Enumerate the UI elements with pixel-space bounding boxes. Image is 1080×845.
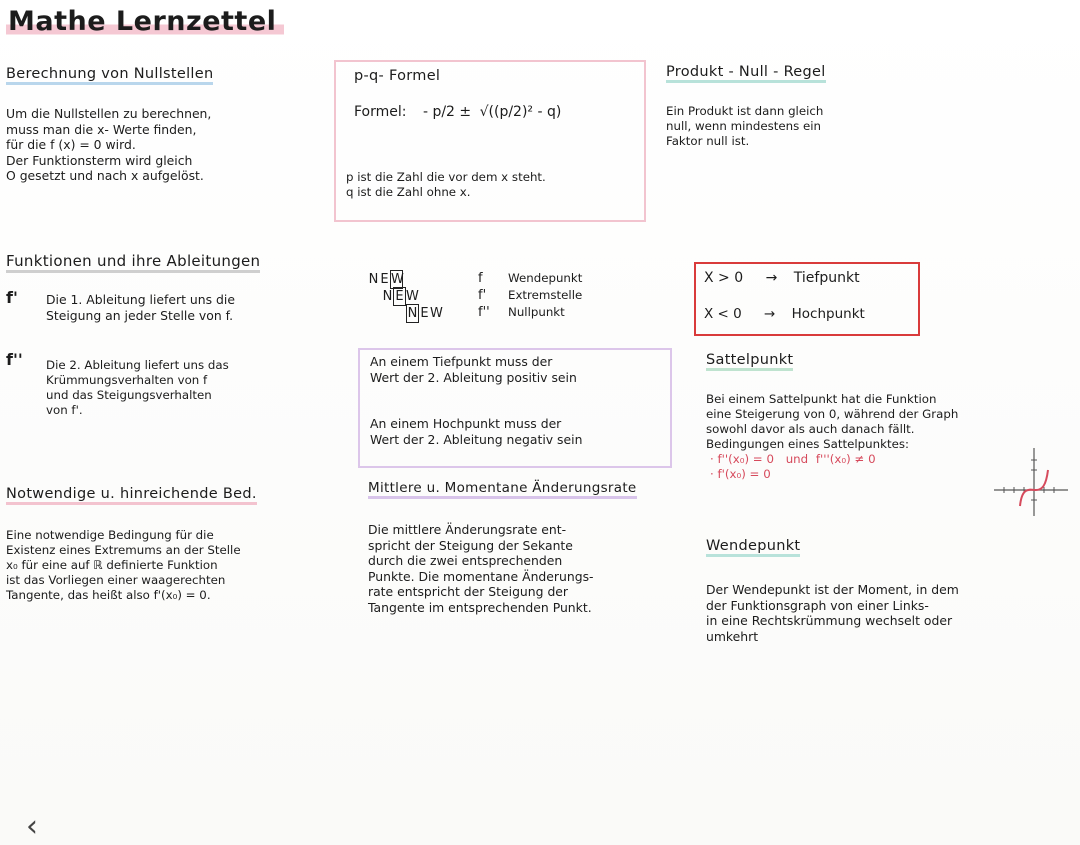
text-line: und das Steigungsverhalten xyxy=(46,388,212,402)
nullstellen-heading: Berechnung von Nullstellen xyxy=(6,66,213,85)
formula-root: √((p/2)² - q) xyxy=(479,104,562,120)
text-line: durch die zwei entsprechenden xyxy=(368,553,563,568)
wendepunkt-text xyxy=(706,582,959,644)
text-line: Bei einem Sattelpunkt hat die Funktion xyxy=(706,392,937,406)
extrema-condition: X < 0 xyxy=(704,306,742,322)
text-line: Steigung an jeder Stelle von f. xyxy=(46,307,234,323)
text-line: Um die Nullstellen zu berechnen, xyxy=(6,106,212,121)
new-fn: f'' xyxy=(478,305,490,320)
condition-part: f'''(x₀) ≠ 0 xyxy=(815,452,876,466)
sattelpunkt-heading: Sattelpunkt xyxy=(706,352,793,371)
produkt-heading: Produkt - Null - Regel xyxy=(666,64,826,83)
new-label: Nullpunkt xyxy=(508,305,565,319)
text-line: null, wenn mindestens ein xyxy=(666,119,822,133)
back-arrow-icon[interactable]: ‹ xyxy=(26,809,38,844)
new-row xyxy=(368,270,583,287)
text-line: Ein Produkt ist dann gleich xyxy=(666,104,824,118)
condition-join: und xyxy=(785,452,809,466)
aenderungsrate-heading: Mittlere u. Momentane Änderungsrate xyxy=(368,480,637,499)
text-line: der Funktionsgraph von einer Links- xyxy=(706,597,929,613)
page-title: Mathe Lernzettel xyxy=(6,6,284,37)
extrema-row xyxy=(704,306,865,322)
extrema-result: Tiefpunkt xyxy=(793,270,860,286)
new-letter: W xyxy=(430,306,443,321)
first-derivative-text xyxy=(46,292,235,323)
nullstellen-text xyxy=(6,106,211,184)
second-derivative-symbol: f'' xyxy=(6,350,23,369)
new-letter: E xyxy=(420,306,429,321)
new-letter: N xyxy=(382,289,393,304)
extrema-condition: X > 0 xyxy=(704,270,744,286)
new-letter: E xyxy=(380,272,389,287)
text-line: in eine Rechtskrümmung wechselt oder xyxy=(706,613,953,628)
formula-label: Formel: xyxy=(354,104,407,120)
text-line: umkehrt xyxy=(706,628,759,644)
new-schema xyxy=(368,270,583,321)
text-line: x₀ für eine auf ℝ definierte Funktion xyxy=(6,558,218,572)
aenderungsrate-text xyxy=(368,522,594,615)
text-line: Tangente im entsprechenden Punkt. xyxy=(368,599,592,615)
ableitungen-heading: Funktionen und ihre Ableitungen xyxy=(6,252,260,273)
text-line: Die mittlere Änderungsrate ent- xyxy=(368,522,567,537)
formula-prefix: - p/2 ± xyxy=(422,104,472,120)
new-letter-boxed: E xyxy=(393,287,406,306)
text-line: sowohl davor als auch danach fällt. xyxy=(706,422,915,436)
text-line: Existenz eines Extremums an der Stelle xyxy=(6,543,241,557)
pq-notes xyxy=(346,170,546,200)
wendepunkt-heading: Wendepunkt xyxy=(706,538,800,557)
text-line: spricht der Steigung der Sekante xyxy=(368,537,573,553)
produkt-text xyxy=(666,104,823,149)
extrema-row xyxy=(704,270,860,286)
text-line: Eine notwendige Bedingung für die xyxy=(6,528,214,542)
text-line: von f'. xyxy=(46,403,83,417)
text-line: Die 1. Ableitung liefert uns die xyxy=(46,292,235,307)
pq-formula-box xyxy=(334,60,646,222)
text-line: muss man die x- Werte finden, xyxy=(6,121,197,137)
text-line: Krümmungsverhalten von f xyxy=(46,373,208,387)
condition-part: f'(x₀) = 0 xyxy=(717,467,771,481)
new-row xyxy=(368,304,565,321)
text-line: Tangente, das heißt also f'(x₀) = 0. xyxy=(6,588,211,602)
saddle-graph-icon xyxy=(990,446,1070,518)
condition-part: f''(x₀) = 0 xyxy=(717,452,774,466)
pq-note: q ist die Zahl ohne x. xyxy=(346,185,471,199)
hochpunkt-text xyxy=(370,416,582,447)
new-fn: f xyxy=(478,271,483,286)
text-line: O gesetzt und nach x aufgelöst. xyxy=(6,168,204,183)
new-letter: W xyxy=(406,289,419,304)
text-line: Faktor null ist. xyxy=(666,134,750,148)
sattelpunkt-condition: · f''(x₀) = 0 und f'''(x₀) ≠ 0 xyxy=(710,452,876,466)
pq-heading: p-q- Formel xyxy=(354,68,441,84)
tiefpunkt-text xyxy=(370,354,577,385)
sattelpunkt-condition: · f'(x₀) = 0 xyxy=(710,467,771,481)
new-label: Extremstelle xyxy=(508,288,583,302)
pq-note: p ist die Zahl die vor dem x steht. xyxy=(346,170,546,184)
first-derivative-symbol: f' xyxy=(6,288,18,307)
text-line: Die 2. Ableitung liefert uns das xyxy=(46,358,229,372)
text-line: eine Steigerung von 0, während der Graph xyxy=(706,407,959,421)
notwendige-heading: Notwendige u. hinreichende Bed. xyxy=(6,486,257,505)
new-fn: f' xyxy=(478,288,487,303)
arrow-right-icon: → xyxy=(765,270,778,286)
text-line: Wert der 2. Ableitung positiv sein xyxy=(370,369,577,385)
tief-hoch-box xyxy=(358,348,672,468)
arrow-right-icon: → xyxy=(764,306,776,322)
sattelpunkt-text xyxy=(706,392,958,482)
text-line: An einem Tiefpunkt muss der xyxy=(370,354,553,369)
second-derivative-text xyxy=(46,358,229,418)
new-letter: N xyxy=(368,272,379,287)
text-line: rate entspricht der Steigung der xyxy=(368,584,569,599)
text-line: Bedingungen eines Sattelpunktes: xyxy=(706,437,909,451)
extrema-result: Hochpunkt xyxy=(791,306,865,322)
new-letter-boxed: W xyxy=(391,272,404,287)
new-letter-boxed: N xyxy=(407,306,418,321)
notwendige-text xyxy=(6,528,241,603)
text-line: Wert der 2. Ableitung negativ sein xyxy=(370,431,583,447)
text-line: An einem Hochpunkt muss der xyxy=(370,416,562,431)
text-line: Punkte. Die momentane Änderungs- xyxy=(368,568,594,584)
extrema-box xyxy=(694,262,920,336)
pq-formula xyxy=(354,104,561,120)
text-line: Der Wendepunkt ist der Moment, in dem xyxy=(706,582,959,597)
text-line: ist das Vorliegen einer waagerechten xyxy=(6,573,226,587)
text-line: Der Funktionsterm wird gleich xyxy=(6,152,193,168)
text-line: für die f (x) = 0 wird. xyxy=(6,137,136,152)
new-row xyxy=(368,287,583,304)
new-label: Wendepunkt xyxy=(508,271,583,285)
